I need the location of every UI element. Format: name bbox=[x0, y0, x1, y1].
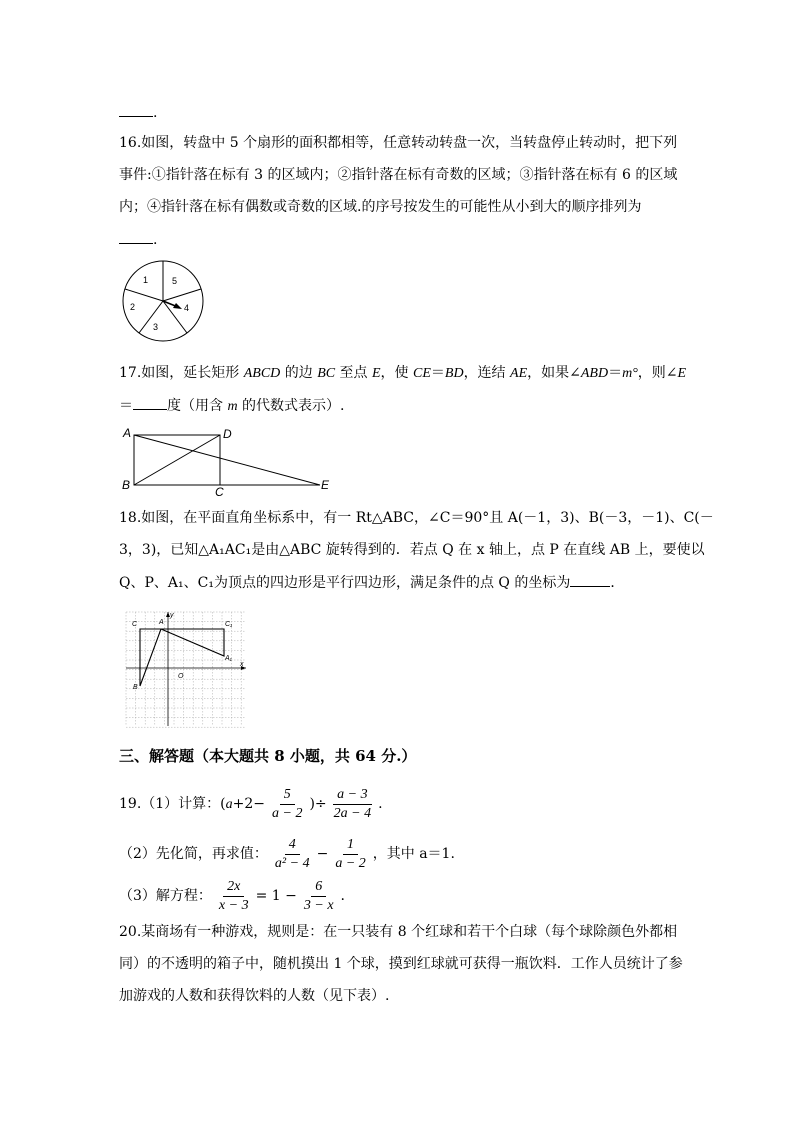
q19-part-2: （2）先化简，再求值： $\frac{4}{\text{a² − 4}}$ − $\frac{1}{a - 2}$ ，其中 a＝1. bbox=[119, 836, 455, 871]
y-axis-label: y bbox=[170, 612, 174, 619]
spinner-label-2: 2 bbox=[130, 302, 136, 312]
q16-line-2: 事件:①指针落在标有 3 的区域内；②指针落在标有奇数的区域；③指针落在标有 6 的区域 bbox=[119, 167, 678, 183]
point-label-a1: A₁ bbox=[225, 655, 232, 662]
spinner-label-3: 3 bbox=[153, 322, 159, 332]
fraction: $\frac{1}{a - 2}$ bbox=[335, 836, 366, 871]
spinner-divider bbox=[139, 301, 163, 333]
fraction: $\frac{4}{\text{a² − 4}}$ bbox=[274, 836, 310, 871]
point-label-b: B bbox=[133, 684, 138, 691]
spinner-label-4: 4 bbox=[184, 303, 190, 313]
point-label-d: D bbox=[223, 427, 232, 441]
point-label-a: A bbox=[123, 426, 132, 440]
q20-line-2: 同）的不透明的箱子中，随机摸出 1 个球，摸到红球就可获得一瓶饮料．工作人员统计了参 bbox=[119, 956, 683, 972]
answer-blank[interactable] bbox=[570, 572, 610, 587]
q18-line-1: 18.如图，在平面直角坐标系中，有一 Rt△ABC，∠C＝90°且 A(－1，3)、B(－3，－1)、C(－ bbox=[119, 510, 714, 526]
coordinate-figure bbox=[122, 610, 250, 730]
q16-answer-line: . bbox=[119, 229, 157, 250]
q20-line-1: 20.某商场有一种游戏，规则是：在一只装有 8 个红球和若干个白球（每个球除颜色外都相 bbox=[119, 924, 678, 940]
origin-label: O bbox=[178, 673, 184, 680]
answer-blank[interactable] bbox=[133, 395, 167, 410]
point-label-c1: C₁ bbox=[225, 621, 233, 628]
point-label-c: C bbox=[215, 485, 224, 499]
q16-line-3: 内；④指针落在标有偶数或奇数的区域.的序号按发生的可能性从小到大的顺序排列为 bbox=[119, 199, 642, 215]
q18-line-3: Q、P、A₁、C₁为顶点的四边形是平行四边形，满足条件的点 Q 的坐标为 ． bbox=[119, 572, 624, 593]
point-label-e: E bbox=[321, 478, 330, 492]
x-axis-label: x bbox=[240, 661, 244, 668]
fraction: $\frac{5}{a - 2}$ bbox=[272, 786, 303, 821]
fraction: $\frac{a - 3}{2a - 4}$ bbox=[333, 786, 372, 821]
fraction: $\frac{6}{3 - x}$ bbox=[303, 878, 334, 913]
q16-line-1: 16.如图，转盘中 5 个扇形的面积都相等，任意转动转盘一次，当转盘停止转动时，把下列 bbox=[119, 135, 678, 151]
diagonal-bd bbox=[134, 435, 220, 485]
triangle-a1ac1 bbox=[161, 629, 224, 656]
point-label-a: A bbox=[159, 619, 164, 626]
q18-line-2: 3，3)，已知△A₁AC₁是由△ABC 旋转得到的．若点 Q 在 x 轴上，点 P 在直线 AB 上，要使以 bbox=[119, 542, 705, 558]
q19-part-1: 19.（1）计算：(a+2− $\frac{5}{a - 2}$ )÷ $\frac{a - 3}{2a - 4}$ . bbox=[119, 786, 383, 821]
q19-part-3: （3）解方程： $\frac{2x}{x - 3}$ = 1 − $\frac{6}{3 - x}$ . bbox=[119, 878, 345, 913]
triangle-abc bbox=[140, 629, 161, 686]
spinner-label-5: 5 bbox=[172, 276, 178, 286]
q20-line-3: 加游戏的人数和获得饮料的人数（见下表）. bbox=[119, 988, 390, 1004]
fraction: $\frac{2x}{x - 3}$ bbox=[218, 878, 249, 913]
answer-blank[interactable] bbox=[119, 229, 153, 244]
spinner-figure bbox=[118, 260, 210, 342]
section-title: 三、解答题（本大题共 8 小题，共 64 分.） bbox=[119, 747, 417, 765]
point-label-c: C bbox=[132, 621, 138, 628]
pointer-arrowhead-icon bbox=[173, 303, 182, 309]
spinner-label-1: 1 bbox=[143, 275, 149, 285]
answer-blank[interactable] bbox=[119, 102, 153, 117]
q15-answer-line: . bbox=[119, 102, 157, 123]
spinner-divider bbox=[125, 289, 163, 301]
q17-line-1: 17.如图，延长矩形 ABCD 的边 BC 至点 E，使 CE＝BD，连结 AE，如果∠ABD＝m°，则∠E bbox=[119, 365, 687, 381]
segment-ae bbox=[134, 435, 320, 485]
point-label-b: B bbox=[122, 478, 131, 492]
q17-line-2: ＝ 度（用含 m 的代数式表示）. bbox=[119, 395, 344, 417]
spinner-divider bbox=[163, 289, 201, 301]
rectangle-figure bbox=[115, 423, 340, 499]
